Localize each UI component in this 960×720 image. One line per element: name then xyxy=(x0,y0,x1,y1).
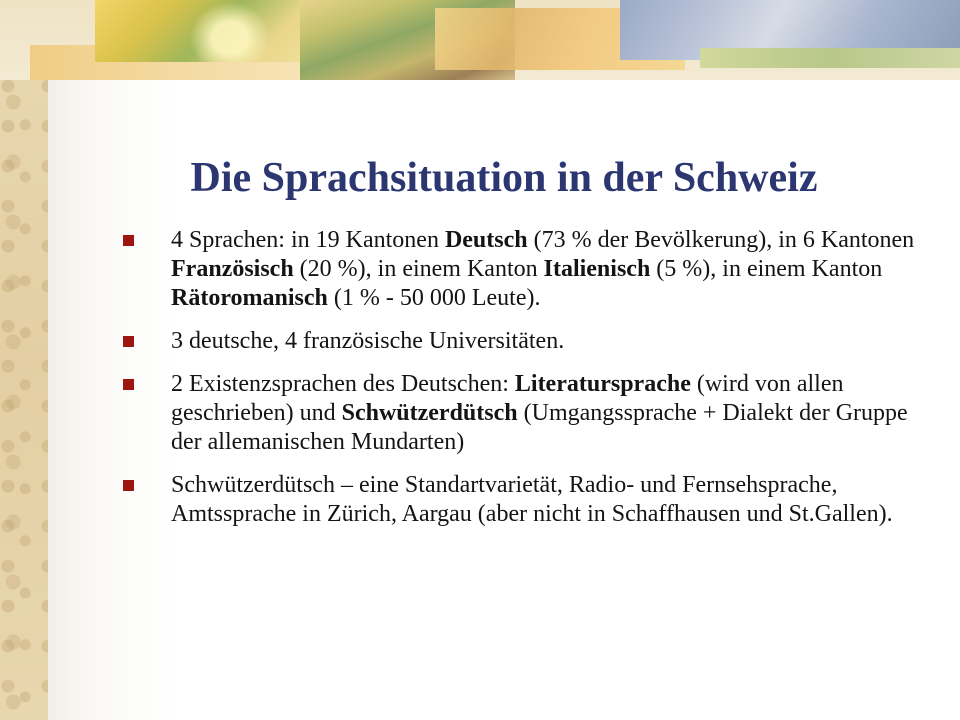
bullet-3-text-2: (wird von allen geschrieben) und xyxy=(171,371,844,426)
bullet-item-2 xyxy=(118,327,918,356)
bullet-1-text-5: (1 % - 50 000 Leute). xyxy=(327,285,541,311)
slide-title: Die Sprachsituation in der Schweiz xyxy=(190,155,818,201)
bullet-1-text-3: (20 %), in einem Kanton xyxy=(293,256,544,282)
bullet-square-icon xyxy=(123,235,134,246)
bullet-square-icon xyxy=(123,379,134,390)
bullet-square-icon xyxy=(123,480,134,491)
bullet-item-4 xyxy=(118,471,918,529)
left-texture-strip xyxy=(0,0,48,720)
bullet-1-bold-franzoesisch: Französisch xyxy=(171,256,294,282)
banner-tile-6 xyxy=(700,48,960,68)
bullet-3-bold-schwuetzerduetsch: Schwützerdütsch xyxy=(341,400,518,426)
bullet-1-text-2: (73 % der Bevölkerung), in 6 Kantonen xyxy=(527,227,915,253)
bullet-1-bold-italienisch: Italienisch xyxy=(543,256,651,282)
bullet-1-text-4: (5 %), in einem Kanton xyxy=(650,256,883,282)
bullet-1-text-1: 4 Sprachen: in 19 Kantonen xyxy=(171,227,445,253)
bullet-1-bold-deutsch: Deutsch xyxy=(444,227,528,253)
bullet-item-1 xyxy=(118,226,918,313)
bullet-list xyxy=(118,226,918,543)
bullet-item-3 xyxy=(118,370,918,457)
bullet-3-bold-literatursprache: Literatursprache xyxy=(514,371,691,397)
bullet-2-text: 3 deutsche, 4 französische Universitäten. xyxy=(171,328,565,354)
leaf-decoration-icon xyxy=(190,2,270,62)
bullet-3-text-1: 2 Existenzsprachen des Deutschen: xyxy=(171,371,515,397)
bullet-4-text: Schwützerdütsch – eine Standartvarietät, Radio- und Fernsehsprache, Amtssprache in Zürich, Aargau (aber nicht in Schaffhausen und St.Gallen). xyxy=(171,472,893,527)
bullet-square-icon xyxy=(123,336,134,347)
bullet-1-bold-raetoromanisch: Rätoromanisch xyxy=(171,285,328,311)
top-decorative-banner xyxy=(0,0,960,80)
bullet-3-text-3: (Umgangssprache + Dialekt der Gruppe der allemanischen Mundarten) xyxy=(171,400,908,455)
